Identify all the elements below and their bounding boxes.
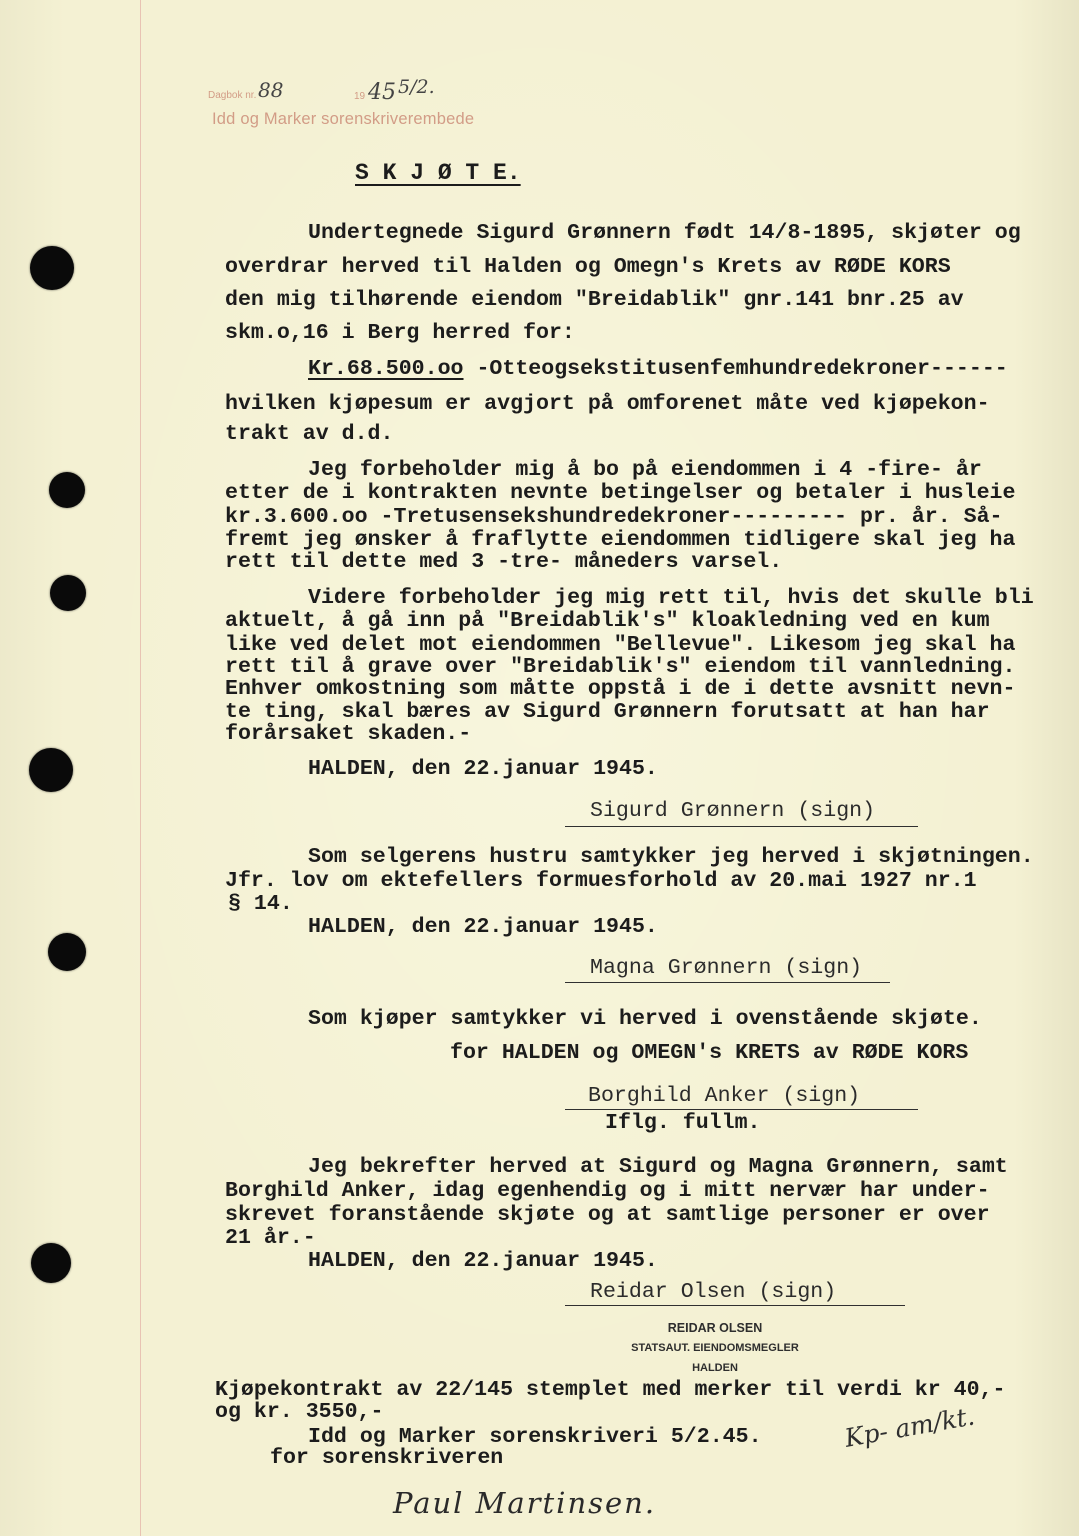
consent-line: for HALDEN og OMEGN's KRETS av RØDE KORS [450,1041,969,1065]
conveyance-line: overdrar herved til Halden og Omegn's Krets av RØDE KORS [225,255,951,279]
seller-signature: Sigurd Grønnern (sign) [590,799,876,823]
journal-number: 88 [258,78,284,102]
consent-line: Som selgerens hustru samtykker jeg herved i skjøtningen. [308,845,1034,869]
punch-hole [48,933,86,971]
consent-line: Som kjøper samtykker vi herved i ovenstående skjøte. [308,1007,982,1031]
place-date: HALDEN, den 22.januar 1945. [308,1249,658,1273]
clause-line: aktuelt, å gå inn på "Breidablik's" kloakledning ved en kum [225,609,990,633]
broker-stamp [615,1318,815,1378]
attestation-line: skrevet foranstående skjøte og at samtlige personer er over [225,1203,990,1227]
spouse-signature: Magna Grønnern (sign) [590,956,863,980]
signature-line [565,1109,918,1110]
broker-title: STATSAUT. EIENDOMSMEGLER [631,1342,799,1354]
clause-line: fremt jeg ønsker å fraflytte eiendommen tidligere skal jeg ha [225,528,1016,552]
clause-line: te ting, skal bæres av Sigurd Grønnern forutsatt at han har [225,700,990,724]
place-date: HALDEN, den 22.januar 1945. [308,757,658,781]
stamp-duty-line: Kjøpekontrakt av 22/145 stemplet med merker til verdi kr 40,- [215,1378,1006,1402]
clause-line: forårsaket skaden.- [225,722,472,746]
clause-line: Videre forbeholder jeg mig rett til, hvis det skulle bli [308,586,1034,610]
broker-name: REIDAR OLSEN [667,1321,763,1335]
attestation-line: Jeg bekrefter herved at Sigurd og Magna Grønnern, samt [308,1155,1008,1179]
clerk-initials: Kp- am/kt. [842,1401,977,1453]
journal-date: 5/2. [398,76,435,98]
clause-line: Jeg forbeholder mig å bo på eiendommen i 4 -fire- år [308,458,982,482]
attestation-line: Borghild Anker, idag egenhendig og i mitt nervær har under- [225,1179,990,1203]
clause-line: rett til å grave over "Breidablik's" eiendom til vannledning. [225,655,1016,679]
buyer-signature: Borghild Anker (sign) [588,1084,861,1108]
signature-line [565,982,890,983]
authority-note: Iflg. fullm. [605,1111,761,1135]
signature-line [565,1305,905,1306]
consent-line: § 14. [228,892,293,916]
journal-label: Dagbok nr. [208,90,257,101]
attestation-line: 21 år.- [225,1226,316,1250]
journal-year: 45 [368,80,396,105]
punch-hole [50,575,86,611]
witness-signature: Reidar Olsen (sign) [590,1280,837,1304]
clause-line: kr.3.600.oo -Tretusensekshundredekroner--------- pr. år. Så- [225,505,1003,529]
conveyance-line: den mig tilhørende eiendom "Breidablik" gnr.141 bnr.25 av [225,288,964,312]
conveyance-line: Undertegnede Sigurd Grønnern født 14/8-1895, skjøter og [308,221,1021,245]
registry-office-line: Idd og Marker sorenskriveri 5/2.45. [308,1425,762,1449]
price-line [308,357,1008,381]
clerk-signature: Paul Martinsen. [393,1486,657,1520]
place-date: HALDEN, den 22.januar 1945. [308,915,658,939]
punch-hole [31,1243,71,1283]
clause-line: Enhver omkostning som måtte oppstå i de i dette avsnitt nevn- [225,677,1016,701]
journal-office: Idd og Marker sorenskriverembede [212,110,475,128]
consent-line: Jfr. lov om ektefellers formuesforhold av 20.mai 1927 nr.1 [225,869,977,893]
punch-hole [29,748,73,792]
price-amount: Kr.68.500.oo [308,357,464,381]
deed-title: S K J Ø T E. [355,160,521,186]
conveyance-line: skm.o,16 i Berg herred for: [225,321,575,345]
broker-city: HALDEN [692,1362,738,1374]
price-line: hvilken kjøpesum er avgjort på omforenet måte ved kjøpekon- [225,392,990,416]
punch-hole [49,472,85,508]
price-line: trakt av d.d. [225,422,394,446]
clause-line: etter de i kontrakten nevnte betingelser og betaler i husleie [225,481,1016,505]
margin-rule [140,0,141,1536]
signature-line [565,826,918,827]
clause-line: rett til dette med 3 -tre- måneders varsel. [225,550,783,574]
registry-for-line: for sorenskriveren [270,1446,504,1470]
clause-line: like ved delet mot eiendommen "Bellevue". Likesom jeg skal ha [225,633,1016,657]
stamp-duty-line: og kr. 3550,- [215,1400,384,1424]
punch-hole [30,246,74,290]
journal-century: 19 [354,91,366,102]
price-amount-words: -Otteogsekstitusenfemhundredekroner------ [463,357,1008,381]
